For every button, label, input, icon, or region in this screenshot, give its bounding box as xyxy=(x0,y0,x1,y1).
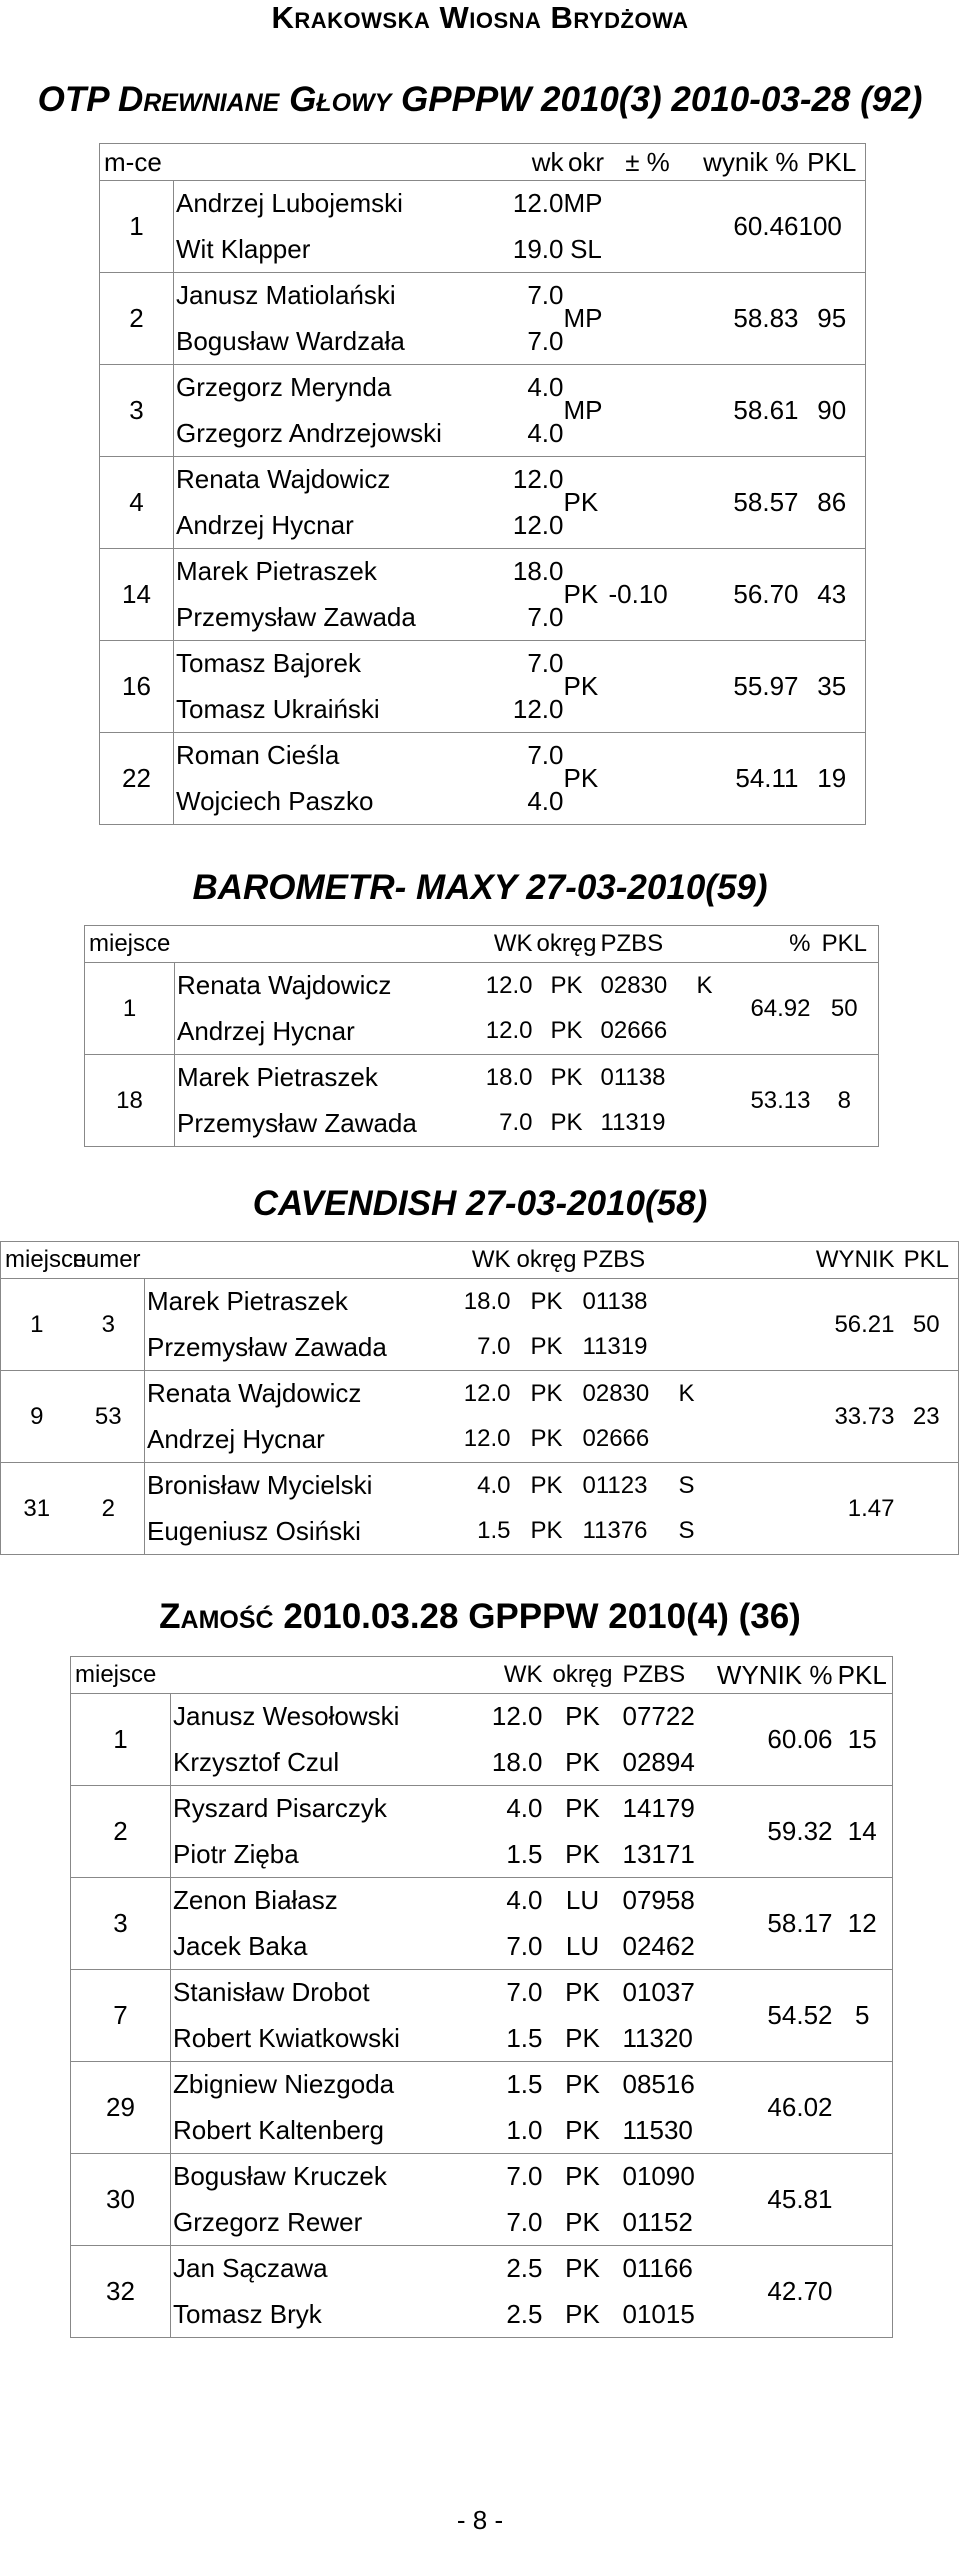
table-header: m-ce wk okr ± % wynik % PKL xyxy=(100,144,866,181)
page-number: - 8 - xyxy=(456,2505,504,2535)
cavendish-title: CAVENDISH 27-03-2010(58) xyxy=(252,1184,708,1223)
table-row: Andrzej Hycnar 12.0 PK 02666 xyxy=(147,1423,650,1454)
table-row: 2 Janusz Matiolański 7.0 MP 58.83 95 xyxy=(100,273,866,319)
table-row: Wojciech Paszko 4.0 xyxy=(176,785,564,816)
zamosc-results-table xyxy=(70,1656,893,2338)
table-row: 30 Bogusław Kruczek 7.0 PK 01090 45.81 xyxy=(71,2154,893,2200)
table-row: 3 Zenon Białasz 4.0 LU 07958 58.17 12 xyxy=(71,1878,893,1924)
table-row: Krzysztof Czul 18.0 PK 02894 xyxy=(173,1746,695,1777)
table-row: Eugeniusz Osiński 1.5 PK 11376 S xyxy=(147,1515,695,1546)
table-row: Tomasz Bryk 2.5 PK 01015 xyxy=(173,2298,695,2329)
barometr-title: BAROMETR- MAXY 27-03-2010(59) xyxy=(192,868,768,907)
table-row: Bogusław Wardzała 7.0 xyxy=(176,325,564,356)
barometr-results-table xyxy=(84,925,879,1147)
table-row: 2 Ryszard Pisarczyk 4.0 PK 14179 59.32 14 xyxy=(71,1786,893,1832)
table-row: Andrzej Hycnar 12.0 PK 02666 xyxy=(177,1015,668,1046)
table-row: 1 3 Marek Pietraszek 18.0 PK 01138 56.21 50 xyxy=(1,1279,959,1325)
table-row: Piotr Zięba 1.5 PK 13171 xyxy=(173,1838,695,1869)
table-row: Grzegorz Andrzejowski 4.0 xyxy=(176,417,564,448)
table-row: 9 53 Renata Wajdowicz 12.0 PK 02830 K 33.73 23 xyxy=(1,1371,959,1417)
table-row: Przemysław Zawada 7.0 xyxy=(176,601,564,632)
table-row: Robert Kwiatkowski 1.5 PK 11320 xyxy=(173,2022,693,2053)
table-row: Przemysław Zawada 7.0 PK 11319 xyxy=(177,1107,666,1138)
table-row: Andrzej Hycnar 12.0 xyxy=(176,509,564,540)
table-header: miejsce WK okręg PZBS % PKL xyxy=(85,926,879,963)
table-row: 1 Janusz Wesołowski 12.0 PK 07722 60.06 15 xyxy=(71,1694,893,1740)
table-row: 22 Roman Cieśla 7.0 PK 54.11 19 xyxy=(100,733,866,779)
table-row: 18 Marek Pietraszek 18.0 PK 01138 53.13 8 xyxy=(85,1055,879,1101)
table-row: Wit Klapper 19.0 SL xyxy=(176,233,602,264)
table-row: 16 Tomasz Bajorek 7.0 PK 55.97 35 xyxy=(100,641,866,687)
table-row: 3 Grzegorz Merynda 4.0 MP 58.61 90 xyxy=(100,365,866,411)
table-header: miejsce WK okręg PZBS WYNIK % PKL xyxy=(71,1657,893,1694)
table-row: 29 Zbigniew Niezgoda 1.5 PK 08516 46.02 xyxy=(71,2062,893,2108)
table-row: Przemysław Zawada 7.0 PK 11319 xyxy=(147,1331,648,1362)
table-row: 4 Renata Wajdowicz 12.0 PK 58.57 86 xyxy=(100,457,866,503)
table-row: 31 2 Bronisław Mycielski 4.0 PK 01123 S 1.47 xyxy=(1,1463,959,1509)
table-row: Tomasz Ukraiński 12.0 xyxy=(176,693,564,724)
table-row: Grzegorz Rewer 7.0 PK 01152 xyxy=(173,2206,693,2237)
table-row: Jacek Baka 7.0 LU 02462 xyxy=(173,1930,695,1961)
table-row: 1 Andrzej Lubojemski 12.0 MP 60.46 100 xyxy=(100,181,866,227)
table-row: 7 Stanisław Drobot 7.0 PK 01037 54.52 5 xyxy=(71,1970,893,2016)
cavendish-results-table xyxy=(0,1241,959,1555)
document-title: Krakowska Wiosna Brydżowa xyxy=(271,0,689,35)
otp-results-table xyxy=(99,143,866,825)
table-row: Robert Kaltenberg 1.0 PK 11530 xyxy=(173,2114,693,2145)
table-header: miejsce numer WK okręg PZBS WYNIK PKL xyxy=(1,1242,959,1279)
zamosc-title: Zamość 2010.03.28 GPPPW 2010(4) (36) xyxy=(159,1597,801,1636)
table-row: 14 Marek Pietraszek 18.0 PK -0.10 56.70 43 xyxy=(100,549,866,595)
otp-title: OTP Drewniane Głowy GPPPW 2010(3) 2010-03-28 (92) xyxy=(37,80,923,119)
table-row: 32 Jan Sączawa 2.5 PK 01166 42.70 xyxy=(71,2246,893,2292)
table-row: 1 Renata Wajdowicz 12.0 PK 02830 K 64.92 50 xyxy=(85,963,879,1009)
